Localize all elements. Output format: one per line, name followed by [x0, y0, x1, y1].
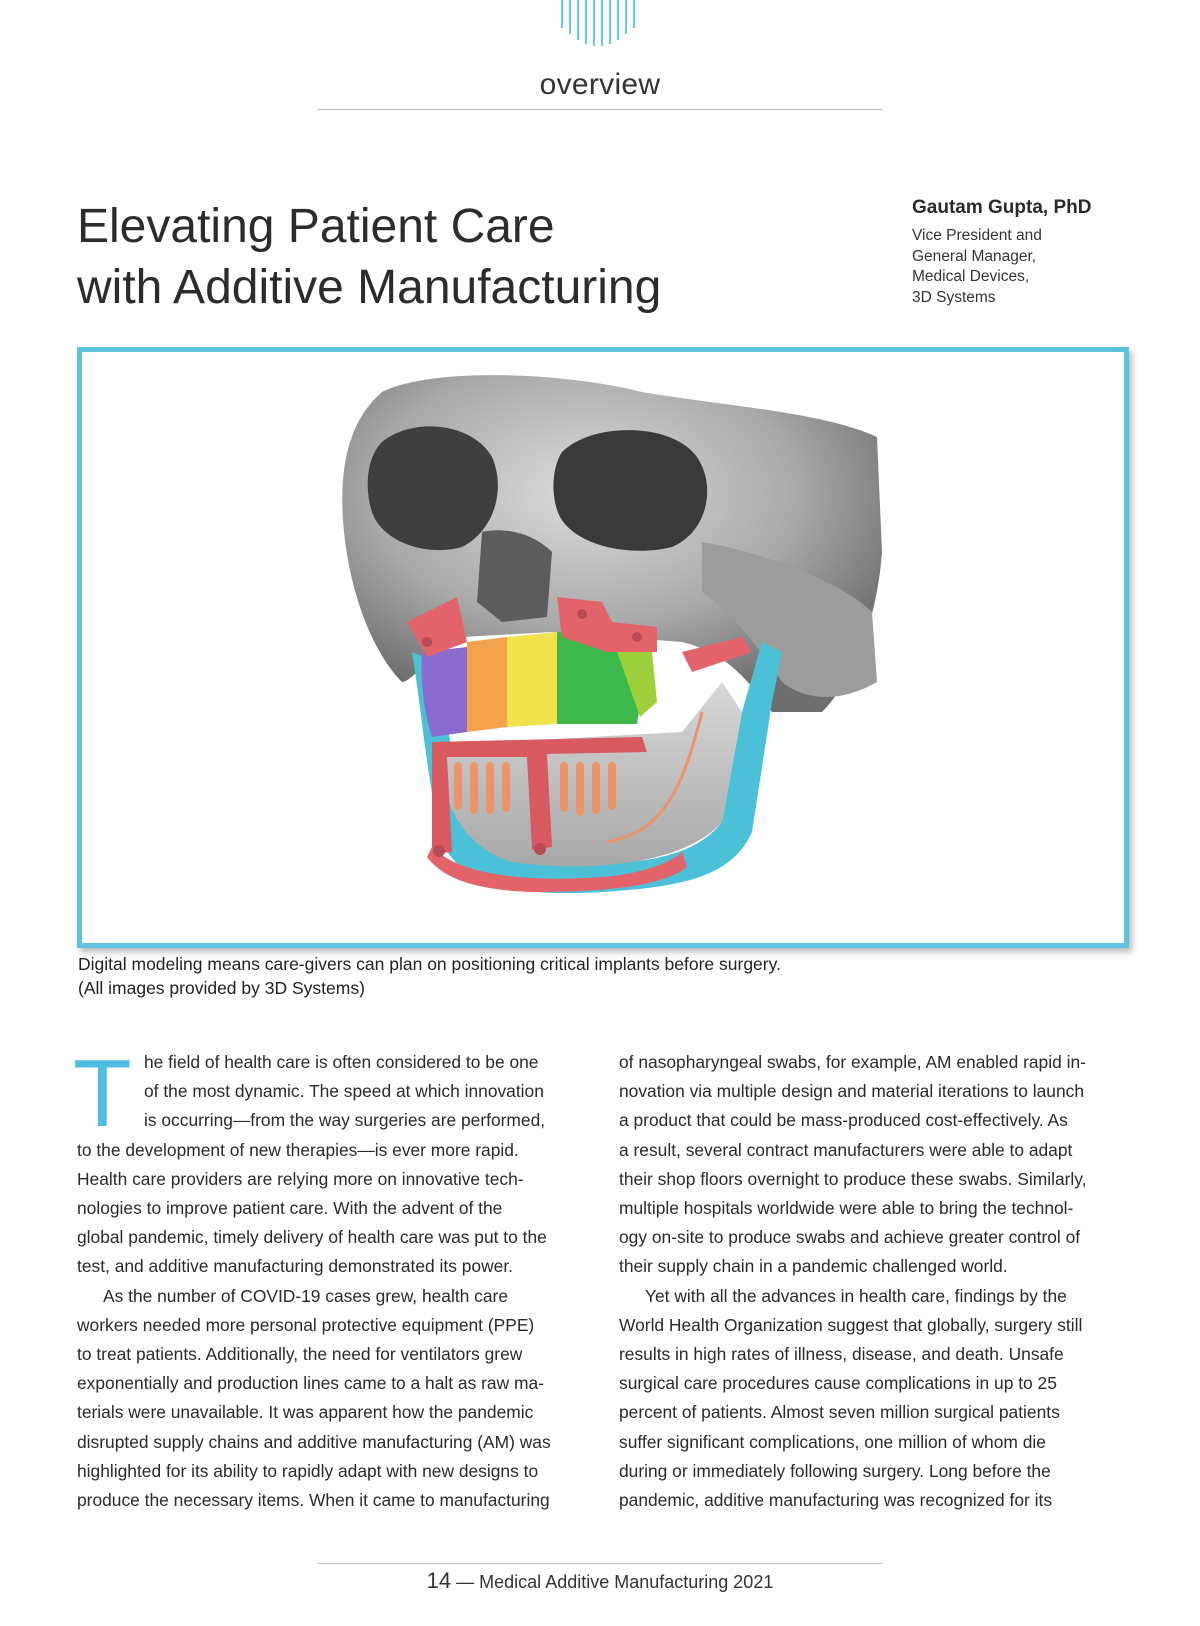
skull-nasal-cavity — [477, 530, 552, 622]
footer-divider — [318, 1563, 882, 1564]
maxilla-yellow — [507, 632, 557, 727]
body-line: pandemic, additive manufacturing was recognized for its — [619, 1490, 1053, 1511]
footer-separator: — — [456, 1572, 475, 1592]
skull-right-orbit — [368, 426, 498, 550]
body-line: their shop floors overnight to produce these swabs. Similarly, — [619, 1168, 1087, 1189]
body-line: to the development of new therapies—is ever more rapid. — [77, 1139, 519, 1160]
body-line: Health care providers are relying more on innovative tech- — [77, 1168, 524, 1189]
maxilla-purple — [421, 647, 467, 737]
maxilla-orange — [467, 637, 507, 732]
author-role-line: 3D Systems — [912, 289, 996, 307]
figure-caption — [78, 952, 1138, 1000]
body-line: novation via multiple design and material iterations to launch — [619, 1081, 1084, 1102]
article-title — [77, 196, 857, 318]
body-line: World Health Organization suggest that globally, surgery still — [619, 1314, 1083, 1335]
body-line: terials were unavailable. It was apparent how the pandemic — [77, 1402, 534, 1423]
publication-name: Medical Additive Manufacturing 2021 — [479, 1572, 774, 1592]
body-line: test, and additive manufacturing demonstrated its power. — [77, 1256, 513, 1277]
dropcap-letter: T — [73, 1040, 132, 1147]
header-decoration-lines — [558, 0, 642, 46]
author-block — [912, 197, 1172, 309]
skull-left-orbit — [553, 430, 707, 551]
section-label: overview — [539, 68, 661, 101]
body-line: surgical care procedures cause complications in up to 25 — [619, 1373, 1057, 1394]
body-line: percent of patients. Almost seven million surgical patients — [619, 1402, 1060, 1423]
body-line: produce the necessary items. When it came to manufacturing — [77, 1490, 550, 1511]
body-line: to treat patients. Additionally, the need for ventilators grew — [77, 1344, 523, 1365]
body-line: As the number of COVID-19 cases grew, health care — [103, 1285, 509, 1306]
body-line: their supply chain in a pandemic challenged world. — [619, 1256, 1008, 1277]
author-role-line: General Manager, — [912, 247, 1037, 265]
skull-implant-model-image — [82, 352, 1124, 943]
body-line: workers needed more personal protective equipment (PPE) — [77, 1314, 535, 1335]
body-column-left — [77, 1048, 587, 1515]
caption-line-1: Digital modeling means care-givers can plan on positioning critical implants before surgery. — [78, 954, 781, 974]
author-role — [912, 226, 1172, 309]
caption-line-2: (All images provided by 3D Systems) — [78, 978, 365, 998]
body-line: highlighted for its ability to rapidly adapt with new designs to — [77, 1460, 539, 1481]
body-line: exponentially and production lines came to a halt as raw ma- — [77, 1373, 544, 1394]
body-line: a result, several contract manufacturers were able to adapt — [619, 1139, 1073, 1160]
body-line: a product that could be mass-produced cost-effectively. As — [619, 1110, 1068, 1131]
article-title-line-1: Elevating Patient Care — [77, 200, 555, 253]
body-line: ogy on-site to produce swabs and achieve greater control of — [619, 1227, 1081, 1248]
author-role-line: Medical Devices, — [912, 268, 1030, 286]
body-line: is occurring—from the way surgeries are performed, — [144, 1110, 546, 1131]
body-line: disrupted supply chains and additive manufacturing (AM) was — [77, 1431, 551, 1452]
section-divider — [318, 109, 882, 110]
body-line: multiple hospitals worldwide were able to bring the technol- — [619, 1198, 1074, 1219]
article-title-line-2: with Additive Manufacturing — [77, 261, 662, 314]
figure-frame — [77, 347, 1129, 948]
body-line: during or immediately following surgery. Long before the — [619, 1460, 1051, 1481]
body-line: Yet with all the advances in health care, findings by the — [645, 1285, 1067, 1306]
body-line: he field of health care is often considered to be one — [144, 1052, 539, 1072]
body-line: nologies to improve patient care. With the advent of the — [77, 1198, 503, 1219]
body-line: of the most dynamic. The speed at which innovation — [144, 1081, 544, 1102]
page-number: 14 — [426, 1568, 452, 1593]
body-line: global pandemic, timely delivery of health care was put to the — [77, 1227, 547, 1248]
body-line: suffer significant complications, one million of whom die — [619, 1431, 1046, 1452]
body-line: of nasopharyngeal swabs, for example, AM enabled rapid in- — [619, 1052, 1086, 1072]
author-role-line: Vice President and — [912, 227, 1042, 244]
page-footer — [318, 1568, 882, 1594]
body-column-right — [619, 1048, 1129, 1515]
body-line: results in high rates of illness, disease, and death. Unsafe — [619, 1344, 1064, 1365]
author-name: Gautam Gupta, PhD — [912, 197, 1092, 218]
